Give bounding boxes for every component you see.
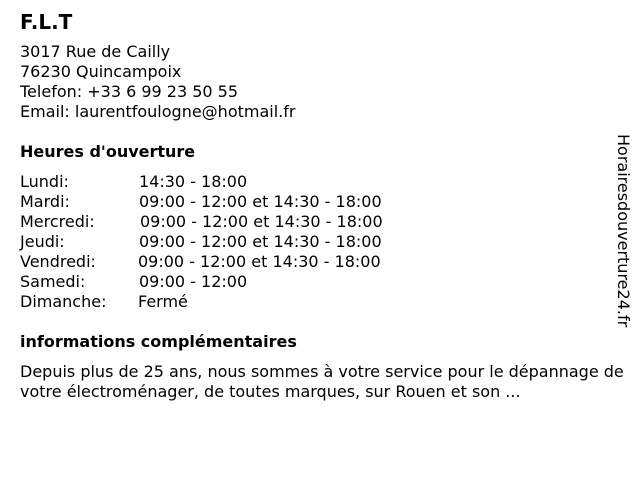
- opening-hours-title: Heures d'ouverture: [20, 142, 196, 161]
- hours-row-mercredi: [20, 212, 620, 232]
- day-label: Jeudi:: [20, 232, 65, 251]
- hours-row-vendredi: [20, 252, 620, 272]
- time-value: 14:30 - 18:00: [139, 172, 248, 191]
- day-label: Mardi:: [20, 192, 70, 211]
- day-label: Dimanche:: [20, 292, 107, 311]
- email-line: Email: laurentfoulogne@hotmail.fr: [20, 102, 296, 121]
- time-value: Fermé: [138, 292, 188, 311]
- time-value: 09:00 - 12:00 et 14:30 - 18:00: [140, 212, 383, 231]
- time-value: 09:00 - 12:00: [139, 272, 248, 291]
- opening-hours-table: [20, 172, 620, 312]
- time-value: 09:00 - 12:00 et 14:30 - 18:00: [138, 252, 381, 271]
- address-city: 76230 Quincampoix: [20, 62, 182, 81]
- hours-row-samedi: [20, 272, 620, 292]
- day-label: Vendredi:: [20, 252, 96, 271]
- phone-line: Telefon: +33 6 99 23 50 55: [20, 82, 239, 101]
- hours-row-lundi: [20, 172, 620, 192]
- contact-block: [20, 42, 620, 122]
- time-value: 09:00 - 12:00 et 14:30 - 18:00: [139, 192, 382, 211]
- time-value: 09:00 - 12:00 et 14:30 - 18:00: [139, 232, 382, 251]
- day-label: Mercredi:: [20, 212, 95, 231]
- day-label: Lundi:: [20, 172, 69, 191]
- watermark-text: Horairesdouverture24.fr: [614, 134, 633, 328]
- hours-row-mardi: [20, 192, 620, 212]
- business-name: F.L.T: [20, 10, 73, 34]
- additional-info-text: Depuis plus de 25 ans, nous sommes à votre service pour le dépannage de votre électroménager, de toutes marques, sur Rouen et son ...: [20, 362, 624, 401]
- additional-info-title: informations complémentaires: [20, 332, 297, 351]
- hours-row-jeudi: [20, 232, 620, 252]
- day-label: Samedi:: [20, 272, 86, 291]
- hours-row-dimanche: [20, 292, 620, 312]
- address-street: 3017 Rue de Cailly: [20, 42, 171, 61]
